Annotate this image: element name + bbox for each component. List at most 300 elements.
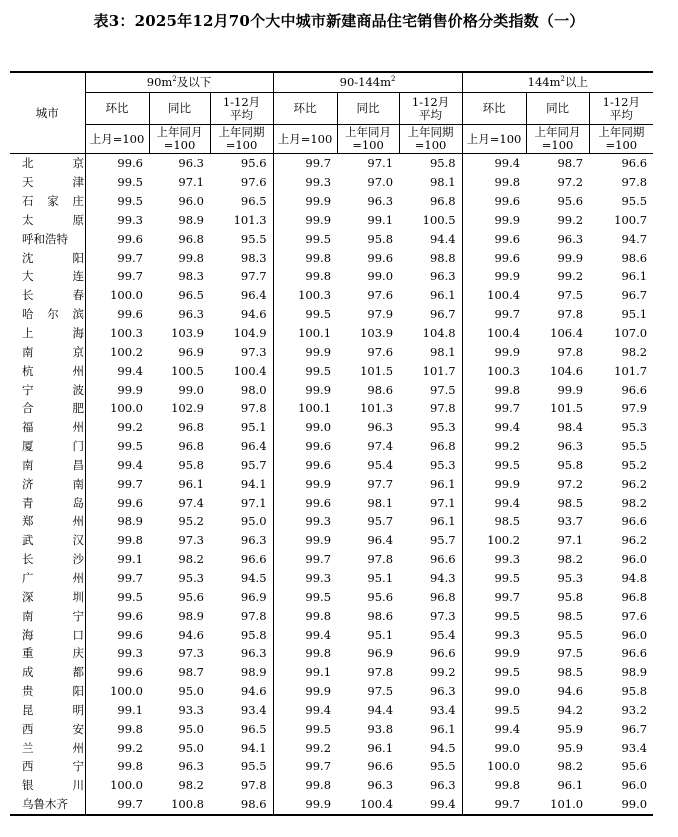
value-cell: 99.8 [462, 776, 526, 795]
base-header-yoy: 上年同月 =100 [526, 125, 589, 154]
value-cell: 96.4 [240, 288, 267, 303]
value-cell: 99.8 [462, 173, 526, 192]
value-cell: 98.5 [557, 665, 584, 680]
value-cell: 99.8 [273, 267, 337, 286]
value-cell: 97.7 [240, 269, 267, 284]
value-cell: 95.0 [178, 740, 204, 755]
city-cell [10, 719, 85, 738]
value-cell: 96.9 [367, 646, 394, 661]
value-cell: 100.0 [85, 286, 149, 305]
city-name: 福 州 [22, 420, 84, 435]
value-cell: 99.4 [85, 456, 149, 475]
table-row [10, 512, 653, 531]
value-cell: 98.9 [240, 665, 267, 680]
city-name: 兰 州 [22, 740, 84, 755]
value-cell: 97.7 [367, 476, 394, 491]
value-cell: 100.3 [273, 286, 337, 305]
value-cell: 98.3 [178, 269, 204, 284]
city-cell [10, 682, 85, 701]
value-cell: 97.8 [557, 307, 584, 322]
sub-header-mom: 环比 [462, 93, 526, 125]
value-cell: 99.3 [462, 550, 526, 569]
value-cell: 93.8 [367, 721, 394, 736]
value-cell: 99.9 [462, 342, 526, 361]
value-cell: 100.7 [614, 212, 648, 227]
value-cell: 94.3 [429, 570, 456, 585]
value-cell: 97.1 [178, 175, 204, 190]
value-cell: 96.3 [178, 307, 204, 322]
base-header-mom: 上月=100 [85, 125, 149, 154]
value-cell: 98.5 [462, 512, 526, 531]
value-cell: 96.6 [621, 646, 648, 661]
value-cell: 99.5 [462, 456, 526, 475]
value-cell: 93.2 [621, 702, 648, 717]
sub-header-row [10, 93, 653, 125]
value-cell: 94.5 [240, 570, 267, 585]
value-cell: 97.3 [429, 608, 456, 623]
city-name: 西 宁 [22, 759, 84, 774]
value-cell: 99.5 [462, 663, 526, 682]
value-cell: 103.9 [171, 326, 204, 341]
value-cell: 95.9 [557, 721, 584, 736]
value-cell: 99.0 [178, 382, 204, 397]
value-cell: 97.6 [367, 344, 394, 359]
table-row [10, 795, 653, 815]
city-name: 石 家 庄 [22, 194, 84, 209]
value-cell: 99.9 [557, 250, 584, 265]
value-cell: 95.5 [429, 759, 456, 774]
value-cell: 97.8 [557, 344, 584, 359]
value-cell: 94.1 [240, 740, 267, 755]
table-row [10, 474, 653, 493]
city-name: 广 州 [22, 570, 84, 585]
city-cell [10, 248, 85, 267]
value-cell: 99.6 [273, 493, 337, 512]
value-cell: 98.2 [178, 778, 204, 793]
value-cell: 96.0 [621, 778, 648, 793]
value-cell: 96.4 [240, 439, 267, 454]
value-cell: 95.8 [178, 457, 204, 472]
city-name: 长 沙 [22, 552, 84, 567]
value-cell: 99.9 [557, 382, 584, 397]
city-cell [10, 286, 85, 305]
value-cell: 96.0 [621, 627, 648, 642]
value-cell: 101.0 [526, 795, 589, 815]
value-cell: 97.3 [178, 533, 204, 548]
value-cell: 95.6 [240, 156, 267, 171]
value-cell: 97.2 [557, 175, 584, 190]
value-cell: 98.2 [557, 759, 584, 774]
value-cell: 93.7 [557, 514, 584, 529]
value-cell: 96.7 [429, 307, 456, 322]
value-cell: 96.3 [429, 778, 456, 793]
city-cell [10, 569, 85, 588]
table-row [10, 154, 653, 173]
city-cell [10, 229, 85, 248]
value-cell: 100.4 [462, 324, 526, 343]
value-cell: 99.8 [178, 250, 204, 265]
value-cell: 96.4 [367, 533, 394, 548]
value-cell: 95.8 [621, 684, 648, 699]
value-cell: 96.3 [367, 778, 394, 793]
table-row [10, 757, 653, 776]
value-cell: 96.1 [429, 514, 456, 529]
value-cell: 99.5 [273, 229, 337, 248]
value-cell: 99.3 [85, 211, 149, 230]
city-cell [10, 587, 85, 606]
value-cell: 98.9 [178, 608, 204, 623]
value-cell: 99.0 [273, 418, 337, 437]
value-cell: 95.6 [367, 589, 394, 604]
city-column-header: 城市 [10, 72, 85, 154]
value-cell: 94.4 [429, 231, 456, 246]
value-cell: 99.7 [85, 795, 149, 815]
city-name: 南 宁 [22, 608, 84, 623]
sub-header-yoy: 同比 [149, 93, 210, 125]
value-cell: 99.6 [85, 606, 149, 625]
table-row [10, 493, 653, 512]
value-cell: 99.7 [85, 248, 149, 267]
city-cell [10, 738, 85, 757]
value-cell: 100.3 [462, 361, 526, 380]
value-cell: 96.8 [621, 589, 648, 604]
value-cell: 99.2 [429, 665, 456, 680]
value-cell: 99.4 [462, 418, 526, 437]
table-row [10, 776, 653, 795]
value-cell: 95.2 [621, 457, 648, 472]
table-row [10, 399, 653, 418]
city-name: 南 昌 [22, 457, 84, 472]
city-cell [10, 399, 85, 418]
city-name: 乌 鲁 木 齐 [22, 797, 68, 812]
table-row [10, 738, 653, 757]
value-cell: 96.1 [429, 721, 456, 736]
city-name: 银 川 [22, 778, 84, 793]
sub-header-average: 1-12月 平均 [399, 93, 462, 125]
value-cell: 95.3 [178, 570, 204, 585]
value-cell: 95.4 [367, 457, 394, 472]
value-cell: 99.4 [462, 154, 526, 173]
value-cell: 100.3 [85, 324, 149, 343]
value-cell: 98.8 [429, 250, 456, 265]
value-cell: 100.5 [171, 363, 204, 378]
value-cell: 95.8 [557, 589, 584, 604]
table-row [10, 286, 653, 305]
value-cell: 96.6 [621, 514, 648, 529]
value-cell: 95.5 [240, 231, 267, 246]
value-cell: 99.3 [273, 569, 337, 588]
value-cell: 99.8 [273, 248, 337, 267]
value-cell: 98.0 [240, 382, 267, 397]
city-name: 深 圳 [22, 589, 84, 604]
value-cell: 96.1 [429, 476, 456, 491]
city-name: 重 庆 [22, 646, 84, 661]
value-cell: 99.9 [273, 474, 337, 493]
base-header-mom: 上月=100 [462, 125, 526, 154]
city-cell [10, 644, 85, 663]
value-cell: 94.6 [178, 627, 204, 642]
value-cell: 95.1 [240, 420, 267, 435]
value-cell: 99.9 [273, 531, 337, 550]
value-cell: 95.9 [557, 740, 584, 755]
value-cell: 97.6 [240, 175, 267, 190]
value-cell: 99.7 [85, 267, 149, 286]
value-cell: 96.7 [621, 288, 648, 303]
value-cell: 97.3 [240, 344, 267, 359]
city-cell [10, 456, 85, 475]
city-name: 上 海 [22, 326, 84, 341]
value-cell: 100.4 [337, 795, 399, 815]
value-cell: 99.8 [273, 644, 337, 663]
value-cell: 99.9 [273, 192, 337, 211]
value-cell: 99.7 [273, 154, 337, 173]
value-cell: 99.6 [462, 192, 526, 211]
value-cell: 97.5 [367, 684, 394, 699]
table-body [10, 154, 653, 815]
value-cell: 99.5 [273, 305, 337, 324]
value-cell: 95.1 [367, 570, 394, 585]
value-cell: 96.5 [178, 288, 204, 303]
value-cell: 95.3 [557, 570, 584, 585]
value-cell: 100.2 [462, 531, 526, 550]
city-cell [10, 173, 85, 192]
table-row [10, 173, 653, 192]
value-cell: 99.3 [273, 512, 337, 531]
value-cell: 96.6 [429, 552, 456, 567]
value-cell: 98.7 [178, 665, 204, 680]
table-row [10, 550, 653, 569]
city-name: 合 肥 [22, 401, 84, 416]
value-cell: 99.4 [399, 795, 462, 815]
value-cell: 93.4 [621, 740, 648, 755]
table-row [10, 587, 653, 606]
table-row [10, 700, 653, 719]
value-cell: 98.6 [367, 608, 394, 623]
value-cell: 97.3 [178, 646, 204, 661]
city-cell [10, 776, 85, 795]
value-cell: 99.2 [557, 212, 584, 227]
value-cell: 99.7 [85, 474, 149, 493]
sub-header-yoy: 同比 [337, 93, 399, 125]
city-cell [10, 663, 85, 682]
value-cell: 97.8 [367, 552, 394, 567]
table-row [10, 456, 653, 475]
value-cell: 96.3 [557, 439, 584, 454]
value-cell: 99.4 [273, 700, 337, 719]
value-cell: 104.9 [233, 326, 267, 341]
city-cell [10, 493, 85, 512]
city-cell [10, 437, 85, 456]
table-row [10, 192, 653, 211]
city-cell [10, 324, 85, 343]
value-cell: 99.5 [85, 437, 149, 456]
value-cell: 99.6 [85, 663, 149, 682]
value-cell: 99.2 [85, 418, 149, 437]
value-cell: 100.8 [149, 795, 210, 815]
city-cell [10, 418, 85, 437]
value-cell: 104.8 [422, 326, 456, 341]
value-cell: 98.6 [210, 795, 273, 815]
table-row [10, 719, 653, 738]
value-cell: 96.8 [178, 439, 204, 454]
table-row [10, 663, 653, 682]
value-cell: 95.8 [240, 627, 267, 642]
value-cell: 94.6 [240, 684, 267, 699]
value-cell: 96.1 [429, 288, 456, 303]
value-cell: 99.7 [462, 587, 526, 606]
city-name: 沈 阳 [22, 250, 84, 265]
value-cell: 95.0 [178, 684, 204, 699]
value-cell: 95.2 [178, 514, 204, 529]
value-cell: 99.9 [462, 211, 526, 230]
table-row [10, 361, 653, 380]
value-cell: 99.0 [367, 269, 394, 284]
value-cell: 98.1 [429, 344, 456, 359]
value-cell: 99.2 [557, 269, 584, 284]
value-cell: 95.3 [429, 457, 456, 472]
value-cell: 99.9 [462, 644, 526, 663]
base-header-average: 上年同期 =100 [210, 125, 273, 154]
value-cell: 96.3 [367, 194, 394, 209]
value-cell: 96.8 [429, 589, 456, 604]
city-cell [10, 342, 85, 361]
value-cell: 101.7 [614, 363, 648, 378]
sub-header-yoy: 同比 [526, 93, 589, 125]
value-cell: 99.2 [273, 738, 337, 757]
value-cell: 96.1 [178, 476, 204, 491]
value-cell: 95.1 [367, 627, 394, 642]
value-cell: 99.9 [273, 211, 337, 230]
value-cell: 99.8 [85, 719, 149, 738]
table-row [10, 267, 653, 286]
table-row [10, 248, 653, 267]
value-cell: 96.8 [429, 194, 456, 209]
table-row [10, 437, 653, 456]
page-title: 表3：2025年12月70个大中城市新建商品住宅销售价格分类指数（一） [93, 12, 585, 30]
value-cell: 99.5 [273, 719, 337, 738]
city-cell [10, 192, 85, 211]
value-cell: 95.5 [240, 759, 267, 774]
city-cell [10, 606, 85, 625]
value-cell: 97.4 [367, 439, 394, 454]
value-cell: 98.2 [621, 495, 648, 510]
city-name: 长 春 [22, 288, 84, 303]
value-cell: 93.3 [178, 702, 204, 717]
value-cell: 96.3 [240, 533, 267, 548]
value-cell: 95.6 [621, 759, 648, 774]
value-cell: 95.4 [429, 627, 456, 642]
city-name: 大 连 [22, 269, 84, 284]
value-cell: 98.6 [621, 250, 648, 265]
value-cell: 97.1 [367, 156, 394, 171]
base-header-average: 上年同期 =100 [399, 125, 462, 154]
value-cell: 96.0 [178, 194, 204, 209]
value-cell: 97.8 [621, 175, 648, 190]
group-header-medium: $90-144m^2$ [273, 72, 462, 93]
value-cell: 100.5 [422, 212, 456, 227]
value-cell: 100.0 [462, 757, 526, 776]
city-name: 西 安 [22, 721, 84, 736]
value-cell: 99.7 [273, 757, 337, 776]
city-cell [10, 531, 85, 550]
table-row [10, 229, 653, 248]
table-row [10, 569, 653, 588]
table-row [10, 305, 653, 324]
city-cell [10, 305, 85, 324]
value-cell: 94.7 [621, 231, 648, 246]
value-cell: 100.4 [233, 363, 267, 378]
value-cell: 96.3 [429, 269, 456, 284]
value-cell: 97.1 [240, 495, 267, 510]
value-cell: 99.2 [462, 437, 526, 456]
value-cell: 96.1 [367, 740, 394, 755]
value-cell: 96.3 [178, 156, 204, 171]
value-cell: 99.0 [462, 738, 526, 757]
value-cell: 98.9 [85, 512, 149, 531]
value-cell: 104.6 [550, 363, 584, 378]
value-cell: 99.6 [367, 250, 394, 265]
table-row [10, 380, 653, 399]
city-name: 呼 和 浩 特 [22, 231, 68, 246]
city-cell [10, 550, 85, 569]
value-cell: 96.3 [367, 420, 394, 435]
city-name: 海 口 [22, 627, 84, 642]
city-name: 杭 州 [22, 363, 84, 378]
value-cell: 99.3 [273, 173, 337, 192]
value-cell: 99.8 [462, 380, 526, 399]
value-cell: 101.5 [550, 401, 584, 416]
table-row [10, 625, 653, 644]
value-cell: 100.0 [85, 776, 149, 795]
value-cell: 99.7 [462, 305, 526, 324]
value-cell: 96.1 [557, 778, 584, 793]
value-cell: 99.7 [462, 795, 526, 815]
value-cell: 97.9 [367, 307, 394, 322]
group-header-row [10, 72, 653, 93]
value-cell: 96.3 [557, 231, 584, 246]
table-row [10, 644, 653, 663]
value-cell: 97.8 [429, 401, 456, 416]
value-cell: 94.2 [557, 702, 584, 717]
table-row [10, 211, 653, 230]
value-cell: 98.1 [429, 175, 456, 190]
value-cell: 100.4 [462, 286, 526, 305]
value-cell: 94.5 [429, 740, 456, 755]
value-cell: 99.9 [273, 682, 337, 701]
value-cell: 99.4 [85, 361, 149, 380]
value-cell: 96.3 [240, 646, 267, 661]
value-cell: 96.7 [621, 721, 648, 736]
city-cell [10, 512, 85, 531]
value-cell: 95.0 [178, 721, 204, 736]
table-row [10, 531, 653, 550]
table-row [10, 606, 653, 625]
value-cell: 99.6 [85, 154, 149, 173]
city-name: 昆 明 [22, 702, 84, 717]
value-cell: 99.3 [85, 644, 149, 663]
value-cell: 99.3 [462, 625, 526, 644]
value-cell: 101.7 [422, 363, 456, 378]
base-header-average: 上年同期 =100 [589, 125, 653, 154]
city-name: 南 京 [22, 344, 84, 359]
value-cell: 97.8 [367, 665, 394, 680]
table-row [10, 342, 653, 361]
value-cell: 101.5 [360, 363, 394, 378]
table-row [10, 324, 653, 343]
value-cell: 99.1 [273, 663, 337, 682]
value-cell: 98.9 [178, 212, 204, 227]
value-cell: 97.6 [621, 608, 648, 623]
